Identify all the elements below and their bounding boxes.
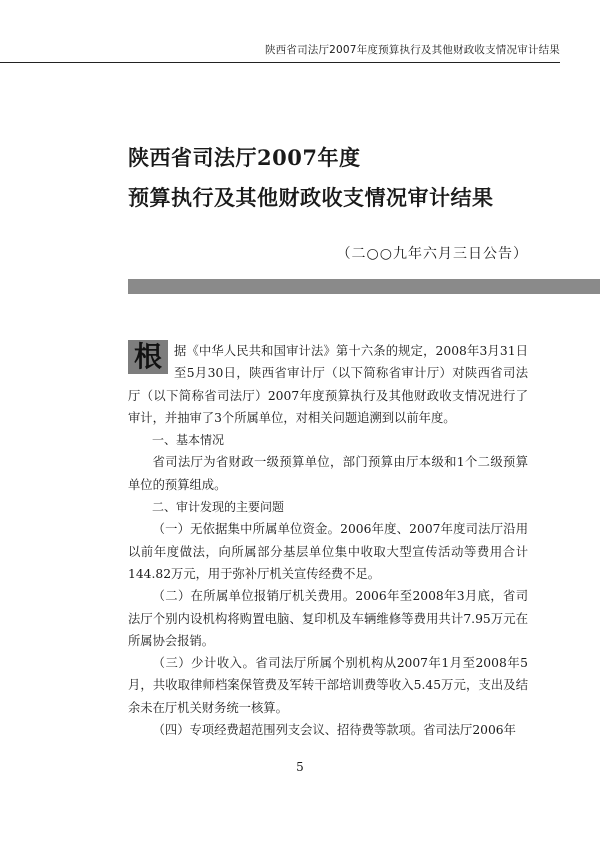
paragraph-issue-2: （二）在所属单位报销厅机关费用。2006年至2008年3月底，省司法厅个别内设机构将购置电脑、复印机及车辆维修等费用共计7.95万元在所属协会报销。: [128, 589, 528, 648]
paragraph-basic-info: 省司法厅为省财政一级预算单位，部门预算由厅本级和1个二级预算单位的预算组成。: [128, 455, 528, 492]
drop-cap: 根: [128, 340, 168, 374]
page-number: 5: [296, 760, 304, 774]
document-title-line-1: 陕西省司法厅2007年度: [128, 145, 361, 170]
section-heading-basic-info: 一、基本情况: [152, 433, 225, 448]
announcement-date: （二○○九年六月三日公告）: [336, 246, 528, 262]
intro-paragraph: [128, 340, 528, 429]
intro-text: 据《中华人民共和国审计法》第十六条的规定，2008年3月31日至5月30日，陕西省审计厅（以下简称省审计厅）对陕西省司法厅（以下简称省司法厅）2007年度预算执行及其他财政收支情况进行了审计，并抽审了3个所属单位，对相关问题追溯到以前年度。: [128, 344, 528, 425]
paragraph-issue-1: （一）无依据集中所属单位资金。2006年度、2007年度司法厅沿用以前年度做法，向所属部分基层单位集中收取大型宣传活动等费用合计144.82万元，用于弥补厅机关宣传经费不足。: [128, 522, 528, 581]
section-heading-main-issues: 二、审计发现的主要问题: [152, 500, 285, 515]
document-body: [128, 340, 528, 741]
paragraph-issue-4: （四）专项经费超范围列支会议、招待费等款项。省司法厅2006年: [152, 723, 516, 738]
paragraph-issue-3: （三）少计收入。省司法厅所属个别机构从2007年1月至2008年5月，共收取律师档案保管费及军转干部培训费等收入5.45万元，支出及结余未在厅机关财务统一核算。: [128, 656, 528, 715]
header-rule: [0, 62, 560, 63]
running-header: 陕西省司法厅2007年度预算执行及其他财政收支情况审计结果: [264, 44, 560, 56]
document-title-line-2: 预算执行及其他财政收支情况审计结果: [128, 185, 494, 210]
decorative-gray-band: [128, 279, 600, 294]
